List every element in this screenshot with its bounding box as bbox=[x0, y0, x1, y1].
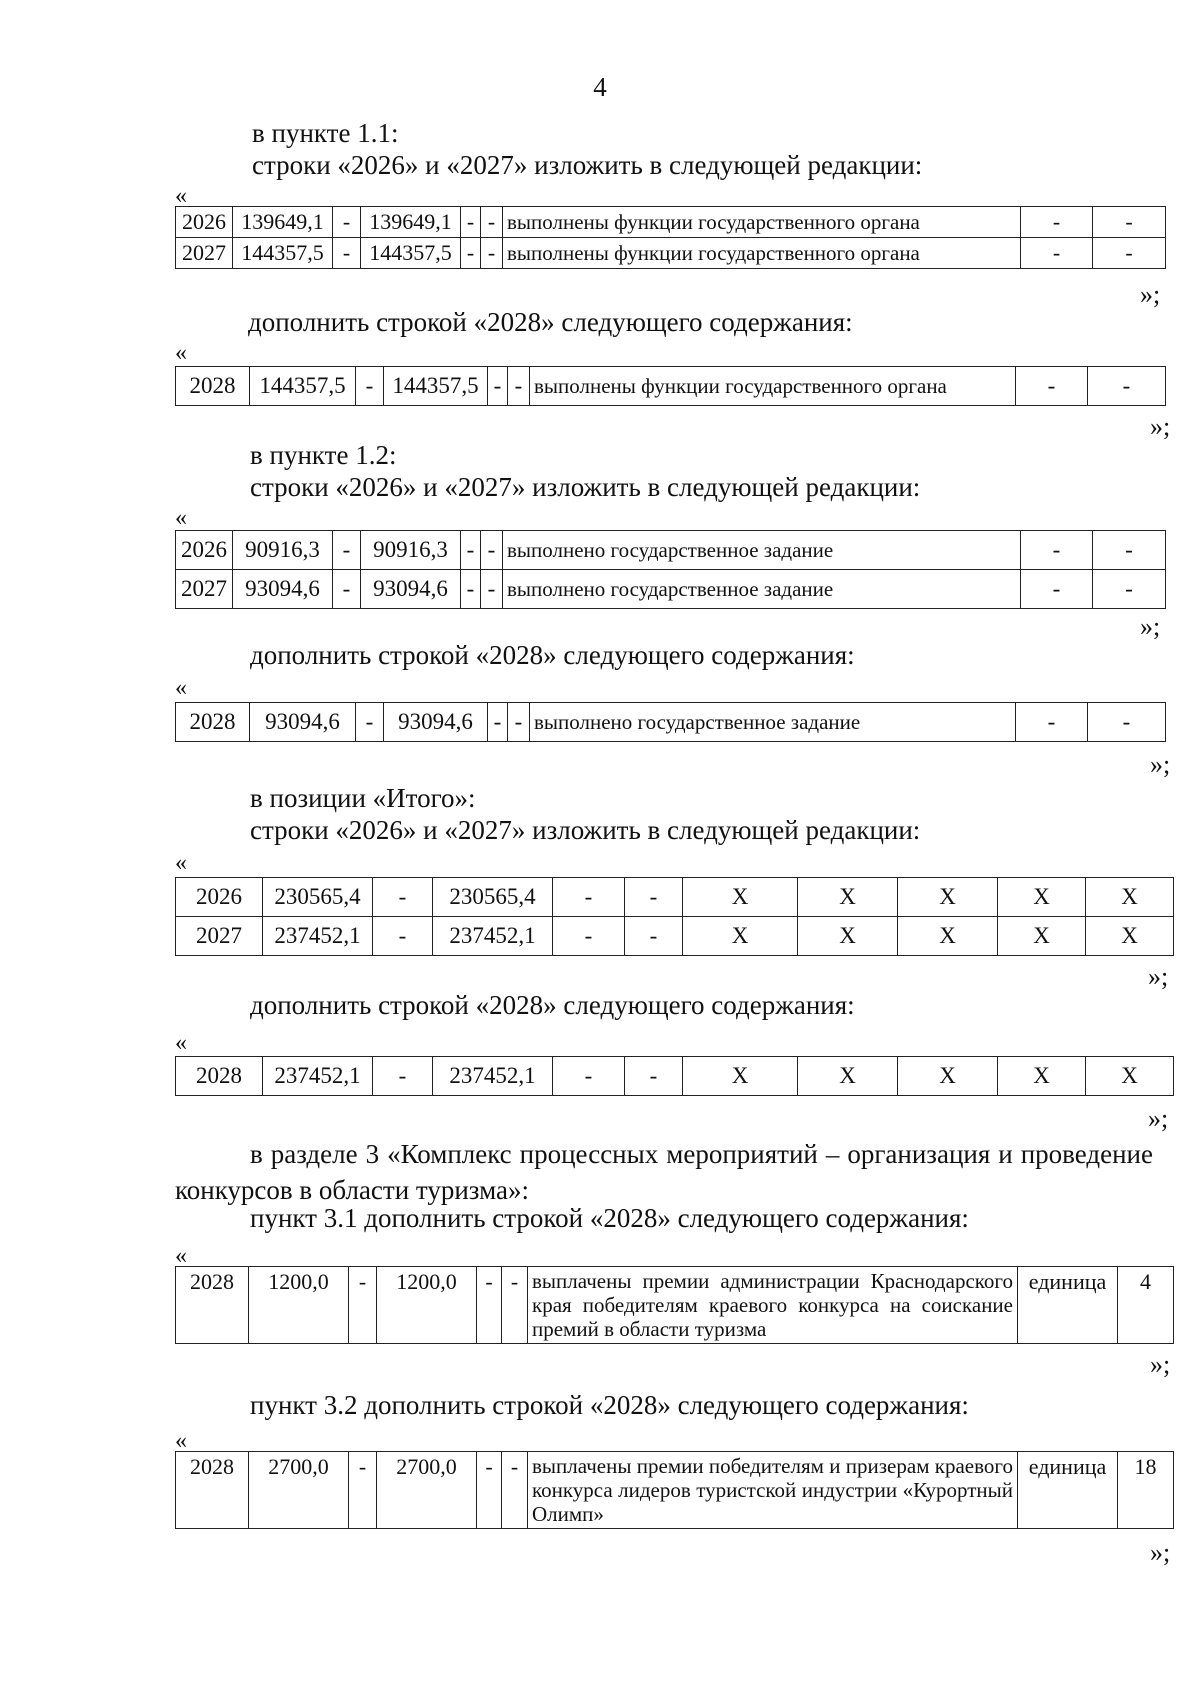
page-number: 4 bbox=[593, 72, 607, 102]
table-body bbox=[176, 531, 1166, 609]
section-1-1-add-instruction: дополнить строкой «2028» следующего содержания: bbox=[248, 307, 853, 337]
quote-open: « bbox=[175, 340, 187, 366]
section-total-heading: в позиции «Итого»: bbox=[250, 783, 476, 813]
section-1-2-heading: в пункте 1.2: bbox=[250, 440, 397, 470]
table-cell: - bbox=[553, 1057, 625, 1096]
table-row bbox=[176, 531, 1166, 570]
table-cell: - bbox=[553, 878, 625, 917]
table-cell: X bbox=[998, 878, 1086, 917]
table-body bbox=[176, 878, 1174, 956]
table-cell: - bbox=[333, 531, 361, 570]
quote-open: « bbox=[175, 1243, 187, 1269]
table-row bbox=[176, 1452, 1174, 1529]
table-cell: 1200,0 bbox=[377, 1267, 477, 1344]
table-cell: 2027 bbox=[176, 570, 233, 609]
table-cell: X bbox=[898, 1057, 998, 1096]
section-1-2-add-instruction: дополнить строкой «2028» следующего содержания: bbox=[250, 640, 855, 670]
table-cell: X bbox=[683, 878, 798, 917]
quote-open: « bbox=[175, 1030, 187, 1056]
table-cell: 1200,0 bbox=[249, 1267, 349, 1344]
table-cell: 2027 bbox=[176, 917, 263, 956]
table-cell: 237452,1 bbox=[433, 1057, 553, 1096]
section-3-1-instruction: пункт 3.1 дополнить строкой «2028» следующего содержания: bbox=[250, 1203, 969, 1233]
table-cell: выплачены премии победителям и призерам краевого конкурса лидеров туристской индустрии «Курортный Олимп» bbox=[528, 1452, 1018, 1529]
table-cell: - bbox=[625, 878, 683, 917]
table-row bbox=[176, 1057, 1174, 1096]
table-cell: - bbox=[373, 1057, 433, 1096]
table-cell: X bbox=[998, 1057, 1086, 1096]
quote-close: »; bbox=[1148, 962, 1169, 991]
table-cell: - bbox=[461, 207, 481, 238]
table-cell: 237452,1 bbox=[263, 1057, 373, 1096]
quote-open: « bbox=[175, 1428, 187, 1454]
section-1-1-instruction: строки «2026» и «2027» изложить в следующей редакции: bbox=[252, 150, 923, 180]
table-cell: 2700,0 bbox=[249, 1452, 349, 1529]
table-cell: - bbox=[481, 207, 503, 238]
table-cell: 2026 bbox=[176, 878, 263, 917]
section-3-2-instruction: пункт 3.2 дополнить строкой «2028» следующего содержания: bbox=[250, 1390, 969, 1420]
table-cell: - bbox=[481, 570, 503, 609]
table-cell: выполнено государственное задание bbox=[503, 531, 1021, 570]
table-cell: X bbox=[898, 878, 998, 917]
quote-close: »; bbox=[1140, 612, 1161, 641]
table-cell: - bbox=[1021, 531, 1093, 570]
table-total-rows bbox=[175, 877, 1174, 956]
table-body bbox=[176, 1267, 1174, 1344]
quote-close: »; bbox=[1150, 1538, 1171, 1567]
table-cell: 2028 bbox=[176, 703, 250, 742]
table-cell: - bbox=[1093, 238, 1166, 269]
table-cell: - bbox=[333, 207, 361, 238]
table-cell: 2028 bbox=[176, 1057, 263, 1096]
table-cell: X bbox=[1086, 917, 1174, 956]
table-cell: X bbox=[1086, 878, 1174, 917]
table-cell: - bbox=[349, 1452, 377, 1529]
quote-close: »; bbox=[1140, 280, 1161, 309]
table-cell: X bbox=[898, 917, 998, 956]
table-cell: - bbox=[1021, 238, 1093, 269]
table-cell: - bbox=[373, 878, 433, 917]
table-cell: X bbox=[798, 878, 898, 917]
table-cell: 230565,4 bbox=[263, 878, 373, 917]
table-cell: выполнены функции государственного органа bbox=[503, 238, 1021, 269]
table-row bbox=[176, 917, 1174, 956]
table-1-2-add bbox=[175, 702, 1166, 742]
table-cell: - bbox=[373, 917, 433, 956]
table-cell: - bbox=[461, 570, 481, 609]
table-cell: выполнены функции государственного органа bbox=[530, 367, 1016, 406]
table-cell: - bbox=[488, 703, 508, 742]
table-cell: - bbox=[625, 917, 683, 956]
table-cell: - bbox=[356, 367, 384, 406]
table-body bbox=[176, 367, 1166, 406]
section-3-paragraph: в разделе 3 «Комплекс процессных мероприятий – организация и проведение конкурсов в области туризма»: bbox=[175, 1139, 1153, 1205]
table-cell: 18 bbox=[1118, 1452, 1174, 1529]
table-cell: 93094,6 bbox=[233, 570, 333, 609]
table-cell: X bbox=[998, 917, 1086, 956]
table-cell: 144357,5 bbox=[384, 367, 488, 406]
table-cell: выполнено государственное задание bbox=[503, 570, 1021, 609]
table-cell: - bbox=[461, 531, 481, 570]
table-cell: - bbox=[333, 570, 361, 609]
quote-close: »; bbox=[1150, 750, 1171, 779]
table-1-2-rows bbox=[175, 530, 1166, 609]
table-cell: 93094,6 bbox=[250, 703, 356, 742]
table-cell: X bbox=[1086, 1057, 1174, 1096]
table-cell: - bbox=[477, 1452, 502, 1529]
table-3-1-add bbox=[175, 1266, 1174, 1344]
table-cell: 2028 bbox=[176, 1452, 249, 1529]
table-cell: 144357,5 bbox=[250, 367, 356, 406]
table-cell: - bbox=[1088, 703, 1166, 742]
table-cell: 237452,1 bbox=[433, 917, 553, 956]
table-row bbox=[176, 878, 1174, 917]
table-cell: X bbox=[798, 917, 898, 956]
table-cell: - bbox=[1021, 570, 1093, 609]
quote-open: « bbox=[175, 850, 187, 876]
table-cell: - bbox=[1088, 367, 1166, 406]
table-cell: 90916,3 bbox=[361, 531, 461, 570]
table-row bbox=[176, 703, 1166, 742]
table-cell: 139649,1 bbox=[361, 207, 461, 238]
table-cell: 2028 bbox=[176, 1267, 249, 1344]
table-cell: - bbox=[508, 703, 530, 742]
table-cell: - bbox=[333, 238, 361, 269]
table-body bbox=[176, 1057, 1174, 1096]
table-cell: 93094,6 bbox=[361, 570, 461, 609]
table-cell: X bbox=[683, 1057, 798, 1096]
table-1-1-rows bbox=[175, 206, 1166, 269]
table-1-1-add bbox=[175, 366, 1166, 406]
quote-open: « bbox=[175, 505, 187, 531]
table-row bbox=[176, 238, 1166, 269]
table-cell: - bbox=[502, 1267, 528, 1344]
table-cell: 139649,1 bbox=[233, 207, 333, 238]
table-cell: - bbox=[1016, 367, 1088, 406]
quote-open: « bbox=[175, 675, 187, 701]
table-row bbox=[176, 1267, 1174, 1344]
quote-close: »; bbox=[1148, 1104, 1169, 1133]
table-row bbox=[176, 367, 1166, 406]
table-body bbox=[176, 207, 1166, 269]
table-cell: 2700,0 bbox=[377, 1452, 477, 1529]
table-cell: X bbox=[683, 917, 798, 956]
table-3-2-add bbox=[175, 1451, 1174, 1529]
table-cell: выполнено государственное задание bbox=[530, 703, 1016, 742]
table-cell: - bbox=[1021, 207, 1093, 238]
table-cell: - bbox=[625, 1057, 683, 1096]
table-cell: 2026 bbox=[176, 531, 233, 570]
table-cell: выполнены функции государственного органа bbox=[503, 207, 1021, 238]
table-cell: - bbox=[1093, 531, 1166, 570]
section-total-add-instruction: дополнить строкой «2028» следующего содержания: bbox=[250, 990, 855, 1020]
table-cell: - bbox=[349, 1267, 377, 1344]
table-cell: 93094,6 bbox=[384, 703, 488, 742]
table-cell: единица bbox=[1018, 1452, 1118, 1529]
table-body bbox=[176, 703, 1166, 742]
quote-open: « bbox=[175, 183, 187, 209]
table-cell: единица bbox=[1018, 1267, 1118, 1344]
table-cell: 4 bbox=[1118, 1267, 1174, 1344]
table-cell: - bbox=[1093, 207, 1166, 238]
table-cell: - bbox=[1093, 570, 1166, 609]
table-cell: - bbox=[461, 238, 481, 269]
table-cell: 230565,4 bbox=[433, 878, 553, 917]
table-cell: - bbox=[502, 1452, 528, 1529]
table-cell: 2026 bbox=[176, 207, 233, 238]
table-cell: - bbox=[488, 367, 508, 406]
table-cell: - bbox=[477, 1267, 502, 1344]
quote-close: »; bbox=[1150, 1350, 1171, 1379]
table-cell: - bbox=[481, 531, 503, 570]
table-cell: X bbox=[798, 1057, 898, 1096]
section-1-2-instruction: строки «2026» и «2027» изложить в следующей редакции: bbox=[250, 472, 921, 502]
table-row bbox=[176, 570, 1166, 609]
table-cell: 237452,1 bbox=[263, 917, 373, 956]
table-cell: - bbox=[553, 917, 625, 956]
table-row bbox=[176, 207, 1166, 238]
section-1-1-heading: в пункте 1.1: bbox=[252, 118, 399, 148]
table-cell: 144357,5 bbox=[361, 238, 461, 269]
table-cell: 90916,3 bbox=[233, 531, 333, 570]
table-body bbox=[176, 1452, 1174, 1529]
section-total-instruction: строки «2026» и «2027» изложить в следующей редакции: bbox=[250, 815, 921, 845]
table-cell: выплачены премии администрации Краснодарского края победителям краевого конкурса на соискание премий в области туризма bbox=[528, 1267, 1018, 1344]
table-cell: - bbox=[481, 238, 503, 269]
table-cell: - bbox=[1016, 703, 1088, 742]
table-cell: - bbox=[356, 703, 384, 742]
table-cell: 2027 bbox=[176, 238, 233, 269]
table-cell: 2028 bbox=[176, 367, 250, 406]
table-total-add bbox=[175, 1056, 1174, 1096]
table-cell: - bbox=[508, 367, 530, 406]
table-cell: 144357,5 bbox=[233, 238, 333, 269]
quote-close: »; bbox=[1150, 412, 1171, 441]
